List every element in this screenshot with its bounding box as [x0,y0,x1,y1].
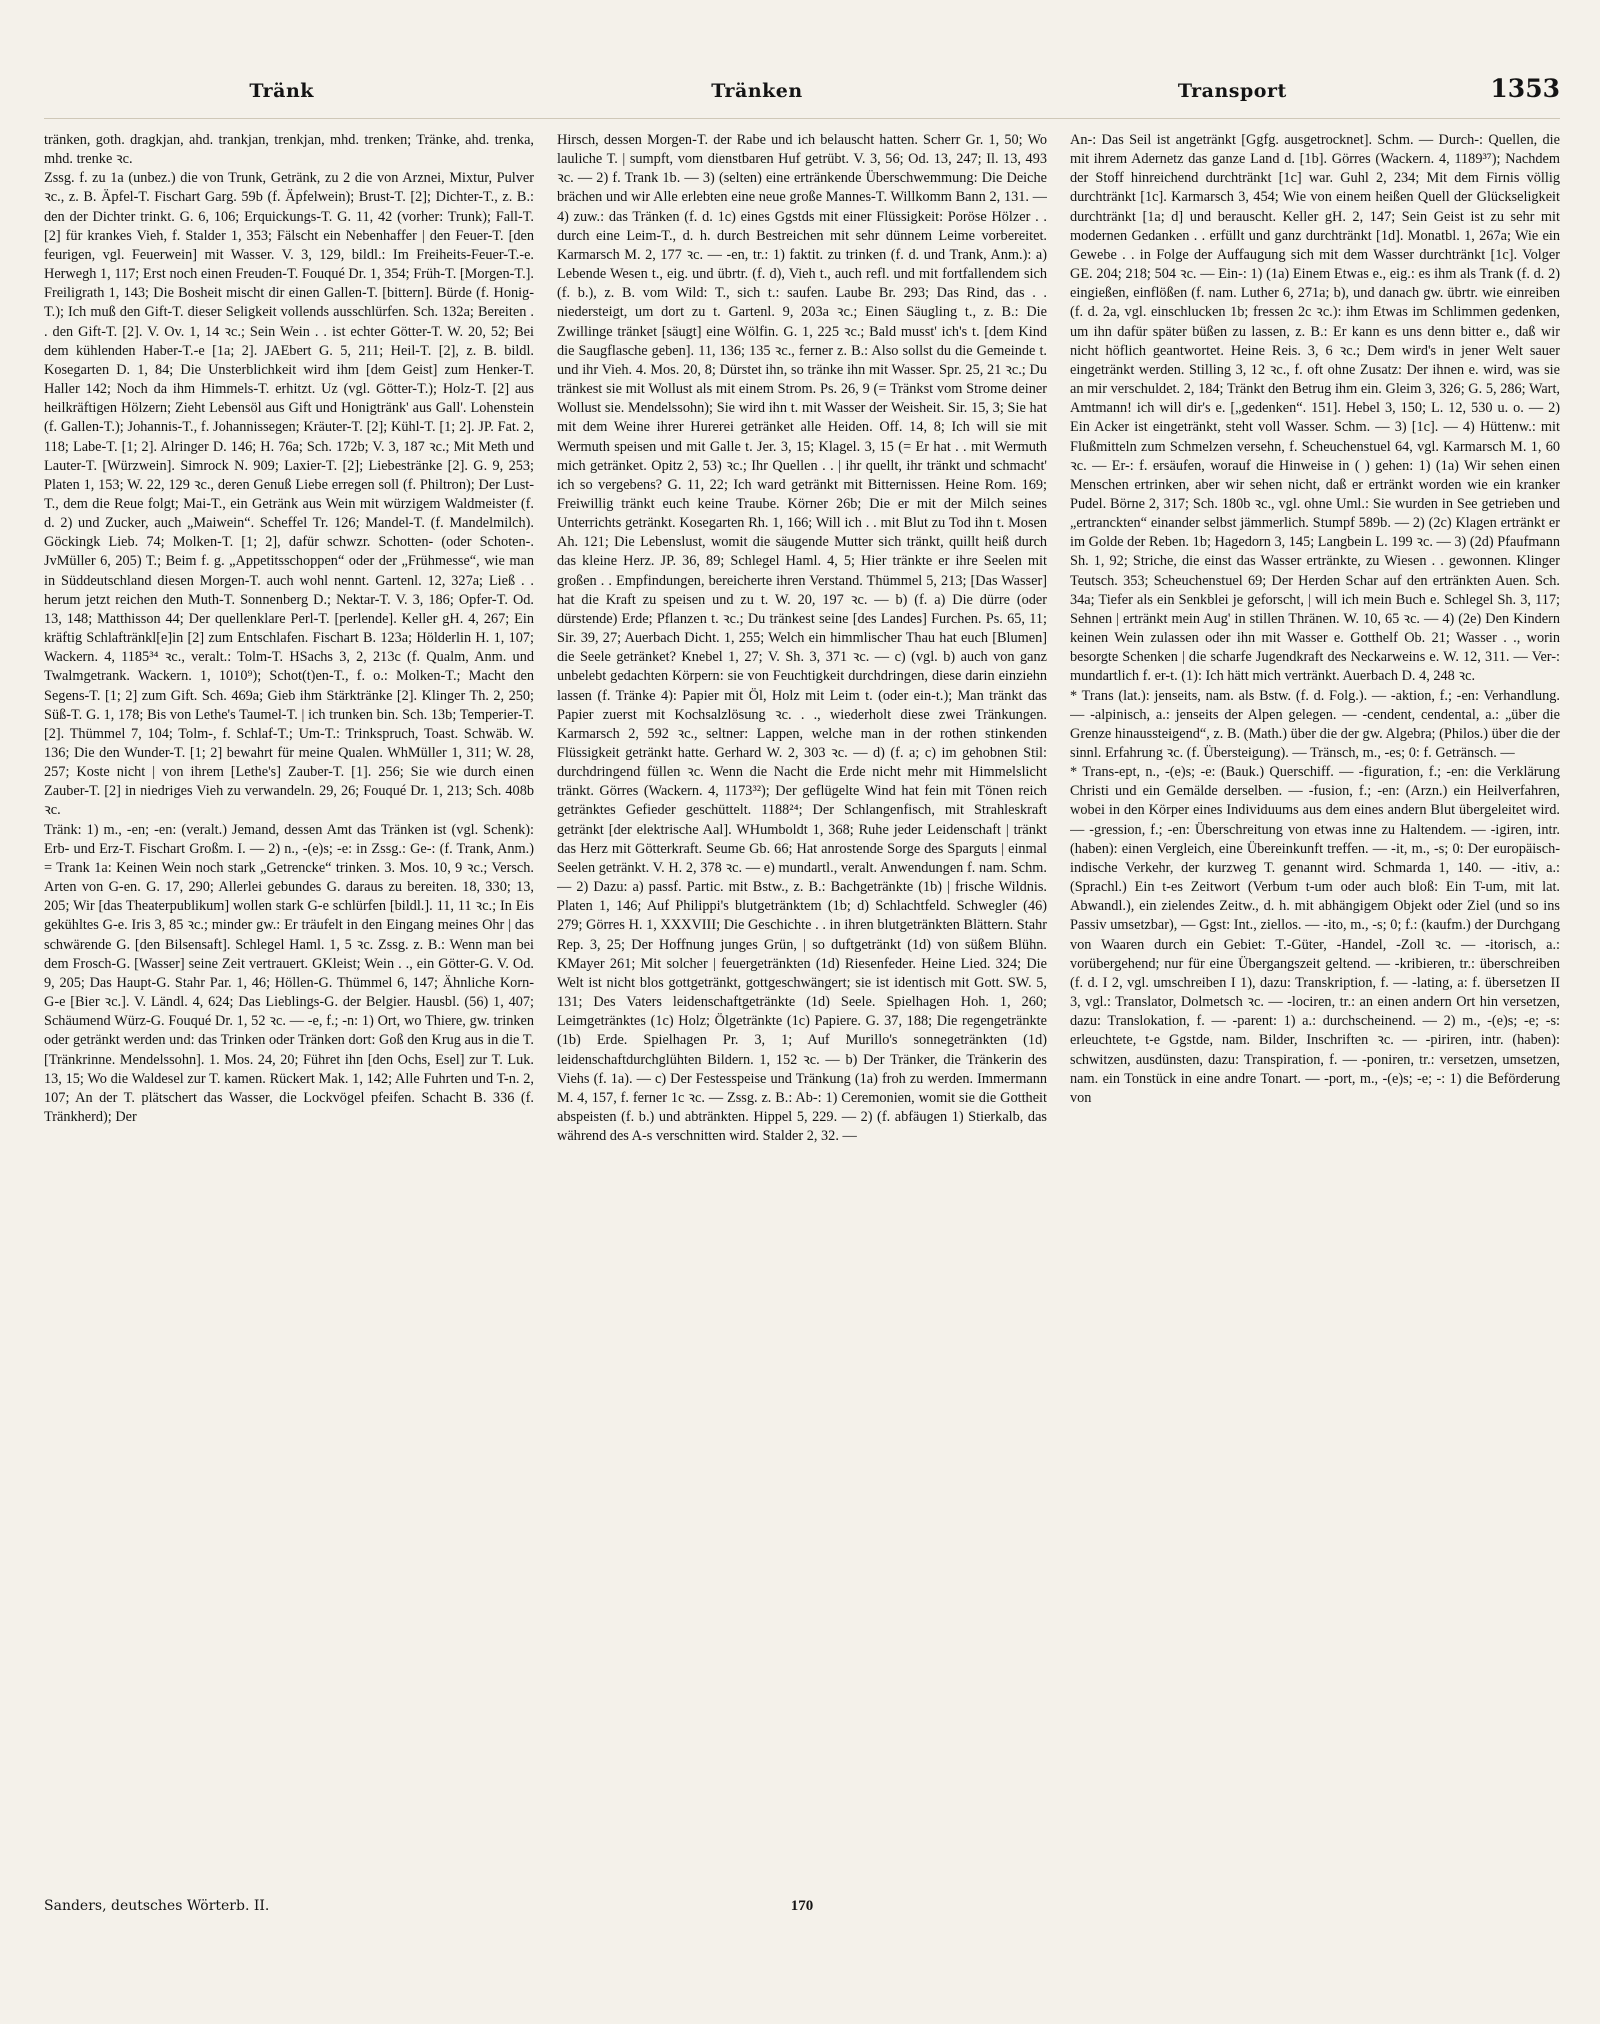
entry-paragraph: tränken, goth. dragkjan, ahd. trankjan, trenkjan, mhd. trenken; Tränke, ahd. trenka, mhd. trenke ꝛc. [44,132,534,168]
entry-paragraph: Zssg. f. zu 1a (unbez.) die von Trunk, Getränk, zu 2 die von Arznei, Mixtur, Pulver ꝛc., z. B. Äpfel-T. Fischart Garg. 59b (f. Äpfelwein); Brust-T. [2]; Dichter-T., z. B.: den der Dichter trinkt. G. 6, 106; Erquickungs-T. G. 11, 42 (vorher: Trunk); Fall-T. [2] für krankes Vieh, f. Stalder 1, 353; Fälscht ein Nebenhaffer | den Feuer-T. [den feurigen, vgl. Feuerwein] mit Wasser. V. 3, 129, bildl.: Im Freiheits-Feuer-T.-e. Herwegh 1, 117; Erst noch einen Freuden-T. Fouqué Dr. 1, 354; Früh-T. [Morgen-T.]. Freiligrath 1, 143; Die Bosheit mischt dir einen Gallen-T. [bittern]. Bürde (f. Honig-T.); Ich muß den Gift-T. dieser Seligkeit vollends ausschlürfen. Sch. 132a; Bereiten . . den Gift-T. [2]. V. Ov. 1, 14 ꝛc.; Sein Wein . . ist echter Götter-T. W. 20, 52; Bei dem kühlenden Haber-T.-e [1a; 2]. JAEbert G. 5, 211; Heil-T. [2], z. B. bildl. Kosegarten D. 1, 84; Die Unsterblichkeit wird ihm [dem Geist] zum Henker-T. Haller 142; Noch da ihm Himmels-T. erhitzt. Uz (vgl. Götter-T.); Holz-T. [2] aus heilkräftigen Hölzern; Zieht Lebensöl aus Gift und Honigtränk' aus Gall'. Lohenstein (f. Gallen-T.); Johannis-T., f. Johannissegen; Kräuter-T. [2]; Kühl-T. [1; 2]. JP. Fat. 2, 118; Labe-T. [1; 2]. Alringer D. 146; H. 76a; Sch. 172b; V. 3, 187 ꝛc.; Mit Meth und Lauter-T. [Würzwein]. Simrock N. 909; Laxier-T. [2]; Liebestränke [2]. G. 9, 253; Platen 1, 153; W. 22, 129 ꝛc., deren Genuß Liebe erregen soll (f. Philtron); Der Lust-T., dem die Reue folgt; Mai-T., ein Getränk aus Wein mit würzigem Waldmeister (f. d. 2) und Zucker, auch „Maiwein“. Scheffel Tr. 126; Mandel-T. (f. Mandelmilch). Göckingk Lieb. 74; Molken-T. [1; 2], dafür schwzr. Schotten- (oder Schoten-. JvMüller 6, 205) T.; Beim f. g. „Appetitsschoppen“ oder der „Frühmesse“, wie man in Süddeutschland diesen Morgen-T. auch wohl nennt. Gartenl. 12, 327a; Ließ . . herum jetzt reichen den Muth-T. Sonnenberg D.; Nektar-T. V. 3, 186; Opfer-T. Od. 13, 148; Matthisson 44; Der quellenklare Perl-T. [perlende]. Keller gH. 4, 267; Ein kräftig Schlaftränkl[e]in [2] zum Entschlafen. Fischart B. 123a; Hölderlin H. 1, 107; Wackern. 4, 1185³⁴ ꝛc., veralt.: Tolm-T. HSachs 3, 2, 213c (f. Qualm, Anm. und Twalmgetrank. Wackern. 1, 1010⁹); Schot(t)en-T., f. o.: Molken-T.; Macht den Segens-T. [1; 2] zum Gift. Sch. 469a; Gieb ihm Stärktränke [2]. Klinger Th. 2, 250; Süß-T. G. 1, 178; Bis von Lethe's Taumel-T. | ich trunken bin. Sch. 13b; Temperier-T. [2]. Thümmel 7, 104; Tolm-, f. Schlaf-T.; Um-T.: Trinkspruch, Toast. Schwäb. W. 136; Die den Wunder-T. [1; 2] bewahrt für meine Qualen. WhMüller 1, 311; W. 28, 257; Koste nicht | von ihrem [Lethe's] Zauber-T. [1]. 256; Sie wie durch einen Zauber-T. [2] in niedriges Vieh zu verwandeln. 29, 26; Fouqué Dr. 1, 213; Sch. 408b ꝛc. [44,170,534,819]
footer-sheet-number: 170 [790,1898,814,1914]
entry-paragraph: * Trans (lat.): jenseits, nam. als Bstw. (f. d. Folg.). — -aktion, f.; -en: Verhandlung. — -alpinisch, a.: jenseits der Alpen gelegen. — -cendent, cendental, a.: „über die Grenze hinaussteigend“, z. B. (Math.) über die der gw. Algebra; (Philos.) über die der sinnl. Erfahrung ꝛc. (f. Übersteigung). — Tränsch, m., -es; 0: f. Getränsch. — [1070,687,1560,761]
page-footer [44,1898,1560,1928]
running-head-left: Tränk [249,80,314,102]
running-head-right: Transport [1177,80,1287,102]
entry-paragraph: Tränk: 1) m., -en; -en: (veralt.) Jemand, dessen Amt das Tränken ist (vgl. Schenk): Erb- und Erz-T. Fischart Großm. I. — 2) n., -(e)s; -e: in Zssg.: Ge-: (f. Trank, Anm.) = Trank 1a: Keinen Wein noch stark „Getrencke“ trinken. 3. Mos. 10, 9 ꝛc.; Versch. Arten von G-en. G. 17, 290; Allerlei gebundes G. daraus zu bereiten. 18, 330; 13, 205; Wir [das Theaterpublikum] wollen stark G-e schlürfen [bildl.]. 11, 11 ꝛc.; In Eis gekühltes G-e. Iris 3, 85 ꝛc.; minder gw.: Er träufelt in den Eingang meines Ohr | das schwärende G. [den Bilsensaft]. Schlegel Haml. 1, 5 ꝛc. Zssg. z. B.: Wenn man bei dem Frosch-G. [Wasser] seine Zeit vertrauert. GKleist; Wein . ., ein Götter-G. V. Od. 9, 205; Das Haupt-G. Stahr Par. 1, 46; Höllen-G. Thümmel 6, 147; Ähnliche Korn-G-e [Bier ꝛc.]. V. Ländl. 4, 624; Das Lieblings-G. der Belgier. Hausbl. (56) 1, 407; Schäumend Würz-G. Fouqué Dr. 1, 52 ꝛc. — -e, f.; -n: 1) Ort, wo Thiere, gw. trinken oder getränkt werden und: das Trinken oder Tränken dort: Goß den Krug aus in die T. [Tränkrinne. Mendelssohn]. 1. Mos. 24, 20; Führet ihn [den Ochs, Esel] zur T. Luk. 13, 15; Wo die Waldesel zur T. kamen. Rückert Mak. 1, 142; Alle Fuhrten und T-n. 2, 107; An der T. plätschert das Wasser, die Lockvögel pfeifen. Schacht B. 336 (f. Tränkherd); Der [44,821,534,1125]
entry-paragraph: Hirsch, dessen Morgen-T. der Rabe und ich belauscht hatten. Scherr Gr. 1, 50; Wo lauliche T. | sumpft, vom dienstbaren Huf getrübt. V. 3, 56; Od. 13, 247; Il. 13, 493 ꝛc. — 2) f. Trank 1b. — 3) (selten) eine ertränkende Überschwemmung: Die Deiche brächen und wir Alle erlebten eine neue große Mannes-T. Willkomm Bann 2, 131. — 4) zuw.: das Tränken (f. d. 1c) eines Ggstds mit einer Flüssigkeit: Poröse Hölzer . . durch eine Leim-T., d. h. durch Bestreichen mit sehr dünnem Leime vorbereitet. Karmarsch M. 2, 177 ꝛc. — -en, tr.: 1) faktit. zu trinken (f. d. und Trank, Anm.): a) Lebende Wesen t., eig. und übrtr. (f. d), Vieh t., auch refl. und mit fortfallendem sich (f. b.), z. B. vom Wild: T., sich t.: saufen. Laube Br. 293; Das Rind, das . . niedersteigt, um dort zu t. Gartenl. 9, 203a ꝛc.; Einen Säugling t., z. B.: Die Zwillinge tränket [säugt] eine Wölfin. G. 1, 225 ꝛc.; Bald musst' ich's t. [dem Kind die Saugflasche geben]. 11, 136; 135 ꝛc., ferner z. B.: Also sollst du die Gemeinde t. und ihr Vieh. 4. Mos. 20, 8; Dürstet ihn, so tränke ihn mit Wasser. Spr. 25, 21 ꝛc.; Du tränkest sie mit Wollust als mit einem Strom. Ps. 26, 9 (= Tränkst vom Strome deiner Wollust sie. Mendelssohn); Sie wird ihn t. mit Wasser der Weisheit. Sir. 15, 3; Sie hat mit dem Weine ihrer Hurerei getränket alle Heiden. Off. 14, 8; Ich will sie mit Wermuth speisen und mit Galle t. Jer. 3, 15; Klagel. 3, 15 (= Er hat . . mit Wermuth mich getränket. Opitz 2, 53) ꝛc.; Ihr Quellen . . | ihr quellt, ihr tränkt und schmacht' ich so vergebens? G. 11, 22; Ich ward getränkt mit Bitternissen. Heine Rom. 169; Freiwillig tränkt euch keine Traube. Körner 26b; Die er mit der Milch seines Unterrichts getränkt. Kosegarten Rh. 1, 166; Will ich . . mit Blut zu Tod ihn t. Mosen Ah. 121; Die Lebenslust, womit die säugende Mutter sich tränkt, quillt heiß durch das kleine Herz. JP. 36, 89; Schlegel Haml. 4, 5; Hier tränkte er ihre Seelen mit großen . . Empfindungen, bereicherte ihren Verstand. Thümmel 5, 213; [Das Wasser] hat die Kraft zu speisen und zu t. W. 20, 197 ꝛc. — b) (f. a) Die dürre (oder dürstende) Erde; Pflanzen t. ꝛc.; Du tränkest seine [des Landes] Furchen. Ps. 65, 11; Sir. 39, 27; Auerbach Dicht. 1, 255; Welch ein himmlischer Thau hat euch [Blumen] die Seele getränket? Knebel 1, 27; V. Sh. 3, 371 ꝛc. — c) (vgl. b) auch von ganz unbelebt gedachten Körpern: sie von Feuchtigkeit durchdringen, diese darin einziehn lassen (f. Tränke 4): Papier mit Öl, Holz mit Leim t. (oder ein-t.); Man tränkt das Papier zuerst mit Kochsalzlösung ꝛc. . ., wiederholt diese zwei Tränkungen. Karmarsch 2, 592 ꝛc., seltner: Lappen, welche man in der rothen stinkenden Flüssigkeit getränkt hatte. Gerhard W. 2, 303 ꝛc. — d) (f. a; c) im gehobnen Stil: durchdringend füllen ꝛc. Wenn die Nacht die Erde nicht mehr mit Himmelslicht tränkt. Görres (Wackern. 4, 1173³²); Der geflügelte Wind hat fein mit Tönen reich getränktes Gefieder geschüttelt. 1188²⁴; Der Schlangenfisch, mit Strahleskraft getränkt [der elektrische Aal]. WHumboldt 1, 368; Ruhe jeder Leidenschaft | tränkt das Herz mit Götterkraft. Seume Gb. 66; Hat anrostende Sorge des Sparguts | einmal Seelen getränkt. V. H. 2, 378 ꝛc. — e) mundartl., veralt. Anwendungen f. nam. Schm. — 2) Dazu: a) passf. Partic. mit Bstw., z. B.: Bachgetränkte (1b) | frische Wildnis. Platen 1, 146; Auf Philippi's blutgetränktem (1b; d) Schlachtfeld. Schwegler (46) 279; Görres H. 1, XXXVIII; Die Geschichte . . in ihren blutgetränkten Blättern. Stahr Rep. 3, 25; Der Hoffnung junges Grün, | so duftgetränkt (1d) von süßem Blühn. KMayer 261; Mit solcher | feuergetränkten (1d) Riesenfeder. Heine Lied. 324; Die Welt ist nicht blos gottgetränkt, gottgeschwängert; sie ist identisch mit Gott. SW. 5, 131; Des Vaters leidenschaftgetränkte (1d) Seele. Spielhagen Hoh. 1, 260; Leimgetränktes (1c) Holz; Ölgetränkte (1c) Papiere. G. 37, 188; Die regengetränkte (1b) Erde. Spielhagen Pr. 3, 1; Auf Murillo's sonnegetränkten (1d) leidenschaftdurchglühten Bildern. 1, 152 ꝛc. — b) Der Tränker, die Tränkerin des Viehs (f. 1a). — c) Der Festesspeise und Tränkung (1a) froh zu werden. Immermann M. 4, 157, f. ferner 1c ꝛc. — Zssg. z. B.: Ab-: 1) Ceremonien, womit sie die Gottheit abspeisten (f. b.) und abtränkten. Hippel 5, 229. — 2) (f. abfäugen 1) Stierkalb, das während des A-s verschnitten wird. Stalder 2, 32. — [557,132,1047,1145]
entry-paragraph: An-: Das Seil ist angetränkt [Ggfg. ausgetrocknet]. Schm. — Durch-: Quellen, die mit ihrem Adernetz das ganze Land d. [1b]. Görres (Wackern. 4, 1189³⁷); Nachdem der Stoff hinreichend durchtränkt [1c] war. Guhl 2, 234; Mit dem Firnis völlig durchtränkt [1c]. Karmarsch 3, 454; Wie von einem heißen Quell der Glückseligkeit durchtränkt [1a; d] und berauscht. Keller gH. 2, 147; Sein Geist ist zu sehr mit modernen Gedanken . . erfüllt und ganz durchtränkt [1d]. Monatbl. 1, 267a; Wie ein Gewebe . . in Folge der Auffaugung sich mit dem Wasser durchtränkt [1c]. Volger GE. 204; 218; 504 ꝛc. — Ein-: 1) (1a) Einem Etwas e., eig.: es ihm als Trank (f. d. 2) eingießen, einflößen (f. nam. Luther 6, 271a; b), und danach gw. übrtr. wie einreiben (f. d. 2a, vgl. einschlucken 1b; fressen 2c ꝛc.): ihm Etwas im Schlimmen gedenken, um ihn dafür später büßen zu lassen, z. B.: Er kann es uns denn bitter e., daß wir nicht höflich geantwortet. Heine Reis. 3, 6 ꝛc.; Dem wird's in jener Welt sauer eingetränkt werden. Stilling 3, 12 ꝛc., f. oft ohne Zusatz: Der ihnen e. wird, was sie an mir verschuldet. 2, 184; Tränkt den Betrug ihm ein. Gleim 3, 326; G. 5, 286; Wart, Amtmann! ich will dir's e. [„gedenken“. 151]. Hebel 3, 150; L. 12, 530 u. o. — 2) Ein Acker ist eingetränkt, steht voll Wasser. Schm. — 3) [1c]. — 4) Hüttenw.: mit Flußmitteln zum Schmelzen versehn, f. Scheuchenstuel 64, vgl. Karmarsch M. 1, 60 ꝛc. — Er-: f. ersäufen, worauf die Hinweise in ( ) gehen: 1) (1a) Wir sehen einen Menschen ertrinken, aber wir sehen nicht, daß er ertränkt worden wie ein kranker Pudel. Börne 2, 317; Sch. 180b ꝛc., vgl. ohne Uml.: Sie wurden in See getrieben und „ertranckten“ einander selbst jämmerlich. Stumpf 589b. — 2) (2c) Klagen ertränkt er im Golde der Reben. 1b; Hagedorn 3, 145; Langbein L. 199 ꝛc. — 3) (2d) Pfaufmann Sh. 1, 92; Striche, die einst das Wasser ertränkte, zu Wiesen . . gewonnen. Klinger Teutsch. 353; Scheuchenstuel 69; Der Herden Schar auf den ertränkten Auen. Sch. 34a; Tiefer als ein Senkblei je geforscht, | will ich mein Buch e. Schlegel Sh. 3, 117; Sehnen | ertränkt mein Aug' in stillen Thränen. W. 10, 65 ꝛc. — 4) (2e) Den Kindern keinen Wein zulassen oder ihn mit Wasser e. Gotthelf Ob. 21; Wasser . ., worin besorgte Schenken | die scharfe Jugendkraft des Neckarweins e. W. 12, 311. — Ver-: mundartlich f. er-t. (1): Ich hätt mich vertränkt. Auerbach D. 4, 248 ꝛc. [1070,132,1560,685]
dictionary-page [44,74,1560,1984]
running-head-center: Tränken [711,80,803,102]
column-right [1070,131,1560,1931]
running-head [44,74,1560,119]
entry-paragraph: * Trans-ept, n., -(e)s; -e: (Bauk.) Querschiff. — -figuration, f.; -en: die Verklärung Christi und ein Gemälde derselben. — -fusion, f.; -en: (Arzn.) ein Heilverfahren, wobei in den Körper eines Individuums aus dem eines andern Blut übergeleitet wird. — -gression, f.; -en: Überschreitung von etwas inne zu Haltendem. — -igiren, intr. (haben): einen Vergleich, eine Übereinkunft treffen. — -it, m., -s; 0: Der europäisch-indische Verkehr, der kurzweg T. genannt wird. Schmarda 1, 140. — -itiv, a.: (Sprachl.) Ein t-es Zeitwort (Verbum t-um oder auch bloß: Ein T-um, mit lat. Abwandl.), ein zielendes Zeitw., d. h. mit abhängigem Objekt oder Ziel (und so ins Passiv umsetzbar), — Ggst: Int., ziellos. — -ito, m., -s; 0; f.: (kaufm.) der Durchgang von Waaren durch ein Gebiet: T.-Güter, -Handel, -Zoll ꝛc. — -itorisch, a.: vorübergehend; nur für eine Übergangszeit geltend. — -kribieren, tr.: überschreiben (f. d. I 2, vgl. umschreiben I 1), dazu: Transkription, f. — -lating, a: f. übersetzen II 3, vgl.: Translator, Dolmetsch ꝛc. — -lociren, tr.: an einen andern Ort hin versetzen, dazu: Translokation, f. — -parent: 1) a.: durchscheinend. — 2) m., -(e)s; -e; -s: erleuchtete, t-e Ggstde, nam. Bilder, Inschriften ꝛc. — -piriren, intr. (haben): schwitzen, ausdünsten, dazu: Transpiration, f. — -poniren, tr.: versetzen, umsetzen, nam. ein Tonstück in eine andre Tonart. — -port, m., -(e)s; -e; -: 1) die Beförderung von [1070,764,1560,1106]
footer-signature: Sanders, deutsches Wörterb. II. [44,1898,270,1914]
text-columns [44,131,1560,1931]
page-number: 1353 [1490,74,1560,103]
column-middle [557,131,1047,1931]
column-left [44,131,534,1931]
